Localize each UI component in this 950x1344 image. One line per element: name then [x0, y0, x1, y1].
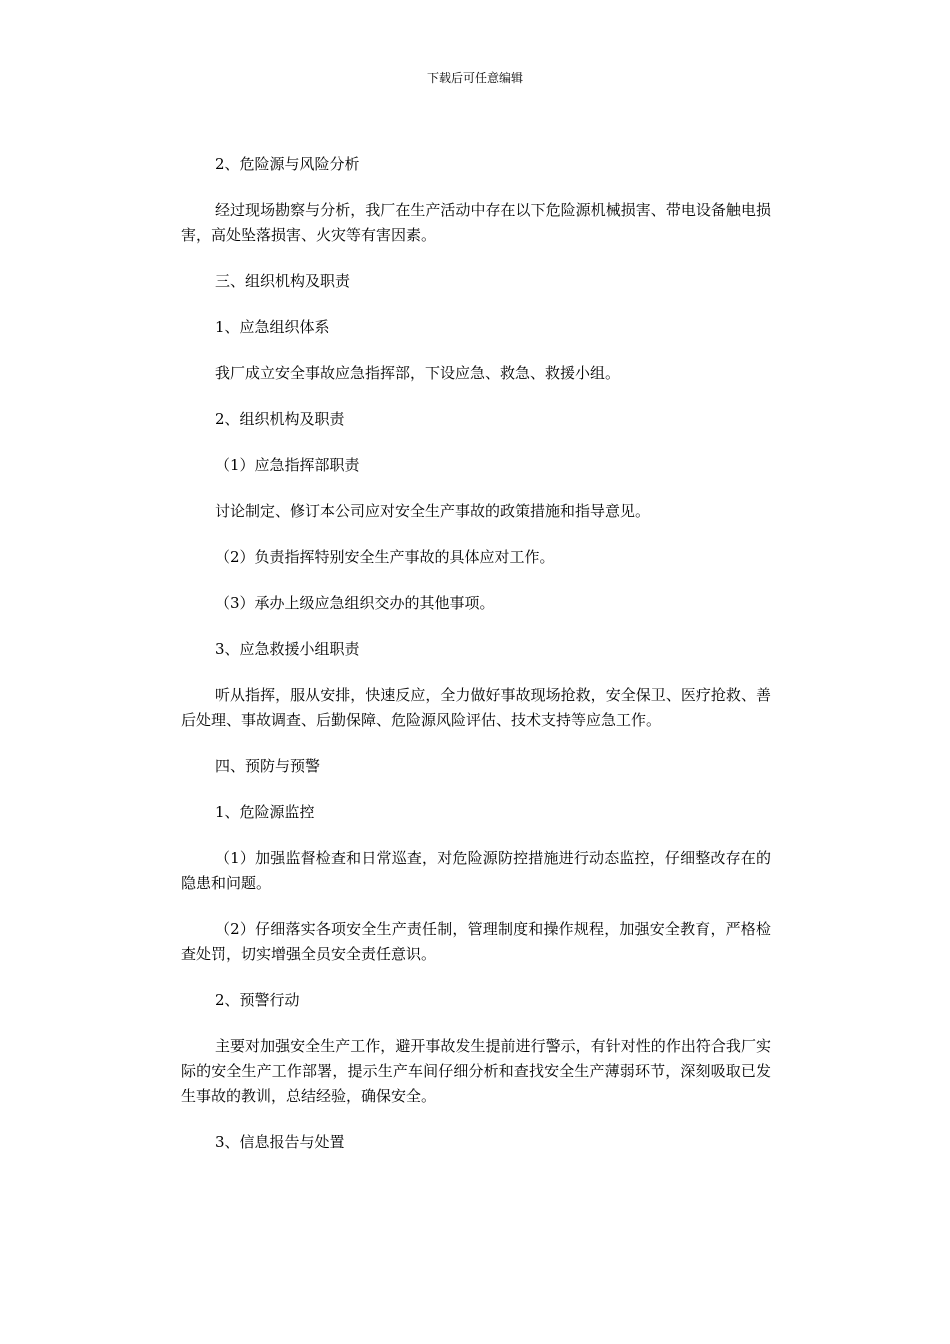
- paragraph: 1、危险源监控: [215, 803, 315, 821]
- document-body: [181, 152, 771, 1176]
- page-header: 下载后可任意编辑: [426, 71, 523, 85]
- paragraph: 我厂成立安全事故应急指挥部，下设应急、救急、救援小组。: [215, 364, 621, 382]
- paragraph: 1、应急组织体系: [215, 318, 330, 336]
- paragraph: 经过现场勘察与分析，我厂在生产活动中存在以下危险源机械损害、带电设备触电损害，高处坠落损害、火灾等有害因素。: [181, 201, 771, 244]
- paragraph: （3）承办上级应急组织交办的其他事项。: [215, 594, 495, 612]
- paragraph: 讨论制定、修订本公司应对安全生产事故的政策措施和指导意见。: [215, 502, 651, 520]
- paragraph: 三、组织机构及职责: [215, 272, 351, 290]
- paragraph: （2）仔细落实各项安全生产责任制，管理制度和操作规程，加强安全教育，严格检查处罚，切实增强全员安全责任意识。: [181, 920, 771, 963]
- paragraph: 听从指挥，服从安排，快速反应，全力做好事故现场抢救，安全保卫、医疗抢救、善后处理、事故调查、后勤保障、危险源风险评估、技术支持等应急工作。: [181, 686, 771, 729]
- paragraph: （2）负责指挥特别安全生产事故的具体应对工作。: [215, 548, 555, 566]
- paragraph: （1）应急指挥部职责: [215, 456, 360, 474]
- paragraph: 2、危险源与风险分析: [215, 155, 360, 173]
- paragraph: 2、预警行动: [215, 991, 300, 1009]
- paragraph: （1）加强监督检查和日常巡查，对危险源防控措施进行动态监控，仔细整改存在的隐患和问题。: [181, 849, 771, 892]
- paragraph: 四、预防与预警: [215, 757, 321, 775]
- paragraph: 3、应急救援小组职责: [215, 640, 360, 658]
- paragraph: 3、信息报告与处置: [215, 1133, 345, 1151]
- paragraph: 主要对加强安全生产工作，避开事故发生提前进行警示，有针对性的作出符合我厂实际的安全生产工作部署，提示生产车间仔细分析和查找安全生产薄弱环节，深刻吸取已发生事故的教训，总结经验，确保安全。: [181, 1037, 771, 1105]
- paragraph: 2、组织机构及职责: [215, 410, 345, 428]
